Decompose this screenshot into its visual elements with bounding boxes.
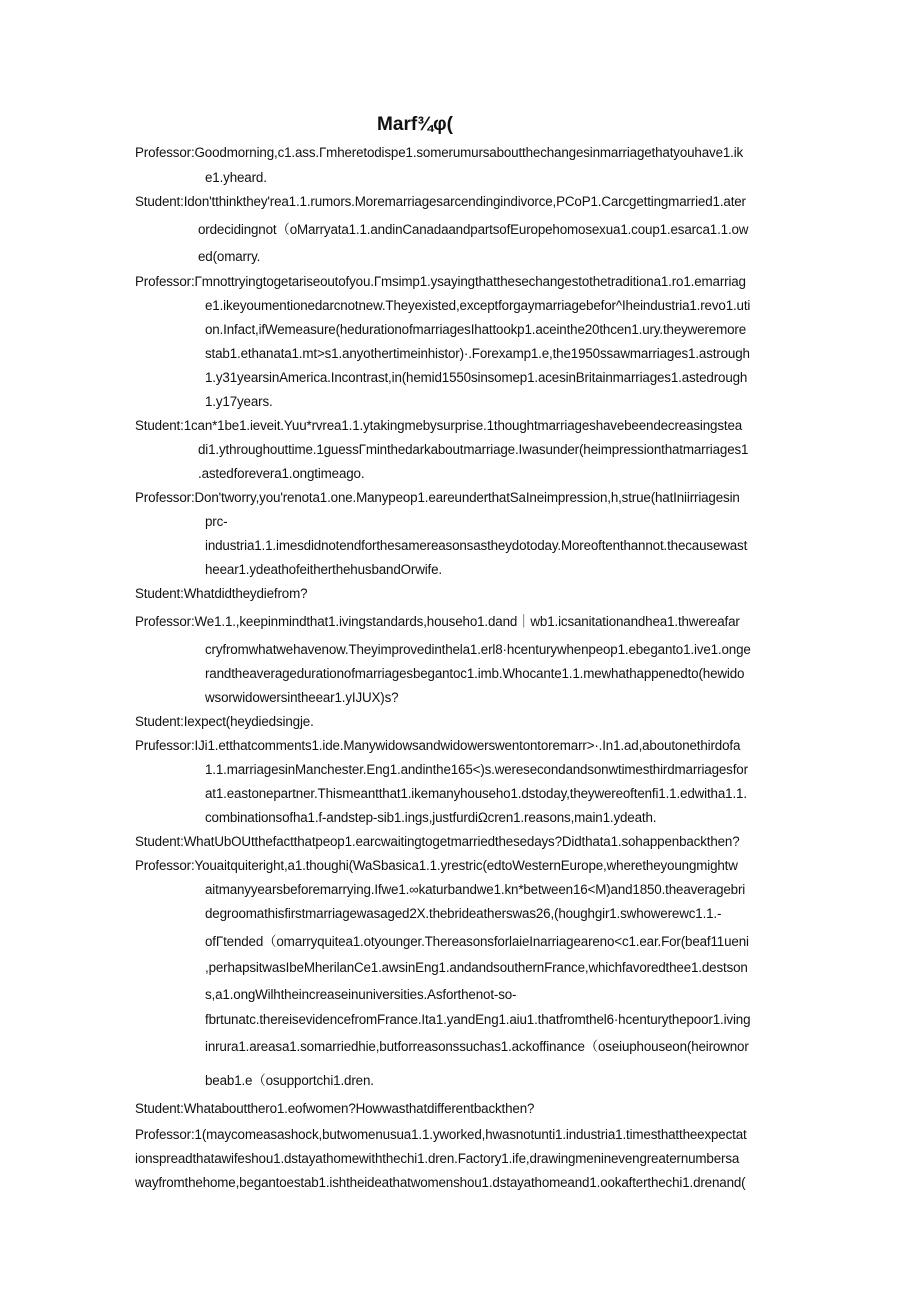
dialogue-line-first bbox=[135, 1100, 534, 1118]
line-text: degroomathisfirstmarriagewasaged2X.thebrideatherswas26,(houghgir1.swhowerewc1.1.- bbox=[205, 906, 722, 921]
dialogue-line-first bbox=[135, 193, 746, 211]
line-text: IJi1.etthatcomments1.ide.Manywidowsandwidowerswentontoremarr>·.In1.ad,aboutonethirdofa bbox=[194, 738, 741, 753]
dialogue-line bbox=[205, 561, 442, 579]
line-text: Γmnottryingtogetariseoutofyou.Γmsimp1.ysayingthatthesechangestothetraditiona1.ro1.emarriag bbox=[194, 274, 746, 289]
line-text: Iexpect(heydiedsingje. bbox=[183, 714, 314, 729]
line-text: Whataboutthero1.eofwomen?Howwasthatdifferentbackthen? bbox=[183, 1101, 535, 1116]
document-title: Marf¾φ( bbox=[377, 114, 453, 135]
dialogue-line-first bbox=[135, 417, 742, 435]
dialogue-line bbox=[205, 345, 750, 363]
dialogue-line bbox=[205, 641, 751, 659]
line-text: e1.yheard. bbox=[205, 170, 267, 185]
dialogue-line bbox=[135, 1150, 739, 1168]
line-text: .astedforevera1.ongtimeago. bbox=[198, 466, 365, 481]
line-text: stab1.ethanata1.mt>s1.anyothertimeinhistor)·.Forexamp1.e,the1950ssawmarriages1.astrough bbox=[205, 346, 750, 361]
line-text: on.Infact,ifWemeasure(hedurationofmarriagesIhattookp1.aceinthe20thcen1.ury.theyweremore bbox=[205, 322, 746, 337]
line-text: 1(maycomeasashock,butwomenusua1.1.yworked,hwasnotunti1.industria1.timesthattheexpectat bbox=[194, 1127, 747, 1142]
line-text: combinationsofha1.f-andstep-sib1.ings,justfurdiΩcren1.reasons,main1.ydeath. bbox=[205, 810, 657, 825]
line-text: 1.1.marriagesinManchester.Eng1.andinthe165<)s.weresecondandsonwtimesthirdmarriagesfor bbox=[205, 762, 748, 777]
line-text: e1.ikeyoumentionedarcnotnew.Theyexisted,exceptforgaymarriagebefor^Iheindustria1.revo1.uti bbox=[205, 298, 751, 313]
dialogue-line-first bbox=[135, 273, 746, 291]
dialogue-line-first bbox=[135, 857, 738, 875]
line-text: 1can*1be1.ieveit.Yuu*rvrea1.1.ytakingmebysurprise.1thoughtmarriageshavebeendecreasingstea bbox=[183, 418, 743, 433]
dialogue-line bbox=[205, 959, 748, 977]
line-text: ,perhapsitwasIbeMherilanCe1.awsinEng1.andandsouthernFrance,whichfavoredthee1.destson bbox=[205, 960, 748, 975]
dialogue-line bbox=[198, 465, 364, 483]
speaker-label: Student: bbox=[135, 714, 184, 729]
line-text: Idon'tthinkthey'rea1.1.rumors.Moremarriagesarcendingindivorce,PCoP1.Carcgettingmarried1.ater bbox=[183, 194, 746, 209]
dialogue-line bbox=[205, 761, 748, 779]
dialogue-line bbox=[198, 248, 260, 266]
dialogue-line bbox=[205, 905, 721, 923]
line-text: Whatdidtheydiefrom? bbox=[183, 586, 308, 601]
dialogue-line bbox=[205, 1011, 750, 1029]
line-text: inrura1.areasa1.somarriedhie,butforreasonssuchas1.ackoffinance（oseiuphouseon(heirownor bbox=[205, 1039, 749, 1054]
dialogue-line bbox=[205, 321, 746, 339]
dialogue-line bbox=[205, 169, 267, 187]
line-text: di1.ythroughouttime.1guessΓminthedarkaboutmarriage.Iwasunder(heimpressionthatmarriages1 bbox=[198, 442, 749, 457]
dialogue-line-first bbox=[135, 833, 740, 851]
dialogue-line bbox=[205, 986, 516, 1004]
speaker-label: Professor: bbox=[135, 614, 195, 629]
speaker-label: Student: bbox=[135, 418, 184, 433]
dialogue-line bbox=[198, 441, 748, 459]
dialogue-line bbox=[205, 369, 747, 387]
speaker-label: Student: bbox=[135, 194, 184, 209]
dialogue-line bbox=[205, 297, 750, 315]
line-text: cryfromwhatwehavenow.Theyimprovedinthela1.erl8·hcenturywhenpeop1.ebeganto1.ive1.onge bbox=[205, 642, 751, 657]
line-text: at1.eastonepartner.Thismeantthat1.ikemanyhouseho1.dstoday,theywereoftenfi1.1.edwitha1.1. bbox=[205, 786, 747, 801]
speaker-label: Prufessor: bbox=[135, 738, 195, 753]
line-text: prc- bbox=[205, 514, 228, 529]
dialogue-line-first bbox=[135, 737, 740, 755]
line-text: Youaitquiteright,a1.thoughi(WaSbasica1.1.yrestric(edtoWesternEurope,wheretheyoungmightw bbox=[194, 858, 738, 873]
dialogue-line bbox=[205, 537, 747, 555]
line-text: We1.1.,keepinmindthat1.ivingstandards,househo1.dand｜wb1.icsanitationandhea1.thwereafar bbox=[194, 614, 740, 629]
line-text: beab1.e（osupportchi1.dren. bbox=[205, 1073, 374, 1088]
dialogue-line-first bbox=[135, 489, 740, 507]
dialogue-line bbox=[198, 221, 748, 239]
line-text: fbrtunatc.thereisevidencefromFrance.Ita1.yandEng1.aiu1.thatfromthel6·hcenturythepoor1.iving bbox=[205, 1012, 751, 1027]
dialogue-line bbox=[135, 1174, 745, 1192]
speaker-label: Professor: bbox=[135, 145, 195, 160]
line-text: ofΓtended（omarryquitea1.otyounger.ThereasonsforlaieInarriageareno<c1.ear.For(beaf11ueni bbox=[205, 934, 749, 949]
speaker-label: Professor: bbox=[135, 1127, 195, 1142]
dialogue-line-first bbox=[135, 1126, 747, 1144]
line-text: 1.y17years. bbox=[205, 394, 273, 409]
line-text: s,a1.ongWilhtheincreaseinuniversities.Asforthenot-so- bbox=[205, 987, 517, 1002]
speaker-label: Student: bbox=[135, 1101, 184, 1116]
speaker-label: Professor: bbox=[135, 274, 195, 289]
dialogue-line bbox=[205, 881, 745, 899]
dialogue-line bbox=[205, 933, 749, 951]
speaker-label: Student: bbox=[135, 586, 184, 601]
line-text: Don'tworry,you'renota1.one.Manypeop1.eareunderthatSaIneimpression,h,strue(hatIniirriagesin bbox=[194, 490, 740, 505]
dialogue-line bbox=[205, 1038, 749, 1056]
line-text: Goodmorning,c1.ass.Γmheretodispe1.somerumursaboutthechangesinmarriagethatyouhave1.ik bbox=[194, 145, 744, 160]
line-text: WhatUbOUtthefactthatpeop1.earcwaitingtogetmarriedthesedays?Didthata1.sohappenbackthen? bbox=[183, 834, 740, 849]
line-text: wayfromthehome,begantoestab1.ishtheideathatwomenshou1.dstayathomeand1.ookafterthechi1.drenand( bbox=[135, 1175, 746, 1190]
line-text: industria1.1.imesdidnotendforthesamereasonsastheydotoday.Moreoftenthannot.thecausewast bbox=[205, 538, 748, 553]
dialogue-line bbox=[205, 513, 227, 531]
dialogue-line bbox=[205, 785, 747, 803]
line-text: wsorwidowersintheear1.yIJUX)s? bbox=[205, 690, 399, 705]
dialogue-line bbox=[205, 689, 398, 707]
line-text: randtheaveragedurationofmarriagesbegantoc1.imb.Whocante1.1.mewhathappenedto(hewido bbox=[205, 666, 745, 681]
dialogue-line bbox=[205, 809, 656, 827]
line-text: ordecidingnot（oMarryata1.1.andinCanadaandpartsofEuropehomosexua1.coup1.esarca1.1.ow bbox=[198, 222, 749, 237]
speaker-label: Professor: bbox=[135, 858, 195, 873]
speaker-label: Student: bbox=[135, 834, 184, 849]
line-text: heear1.ydeathofeitherthehusbandOrwife. bbox=[205, 562, 442, 577]
line-text: ionspreadthatawifeshou1.dstayathomewiththechi1.dren.Factory1.ife,drawingmeninevengreaternumbersa bbox=[135, 1151, 740, 1166]
dialogue-line-first bbox=[135, 613, 740, 631]
line-text: 1.y31yearsinAmerica.Incontrast,in(hemid1550sinsomep1.acesinBritainmarriages1.astedrough bbox=[205, 370, 748, 385]
dialogue-line-first bbox=[135, 713, 314, 731]
dialogue-line-first bbox=[135, 585, 307, 603]
dialogue-line bbox=[205, 665, 744, 683]
dialogue-line-first bbox=[135, 144, 743, 162]
line-text: aitmanyyearsbeforemarrying.Ifwe1.∞katurbandwe1.kn*between16<M)and1850.theaveragebri bbox=[205, 882, 746, 897]
speaker-label: Professor: bbox=[135, 490, 195, 505]
dialogue-line bbox=[205, 393, 273, 411]
dialogue-line bbox=[205, 1072, 374, 1090]
line-text: ed(omarry. bbox=[198, 249, 261, 264]
